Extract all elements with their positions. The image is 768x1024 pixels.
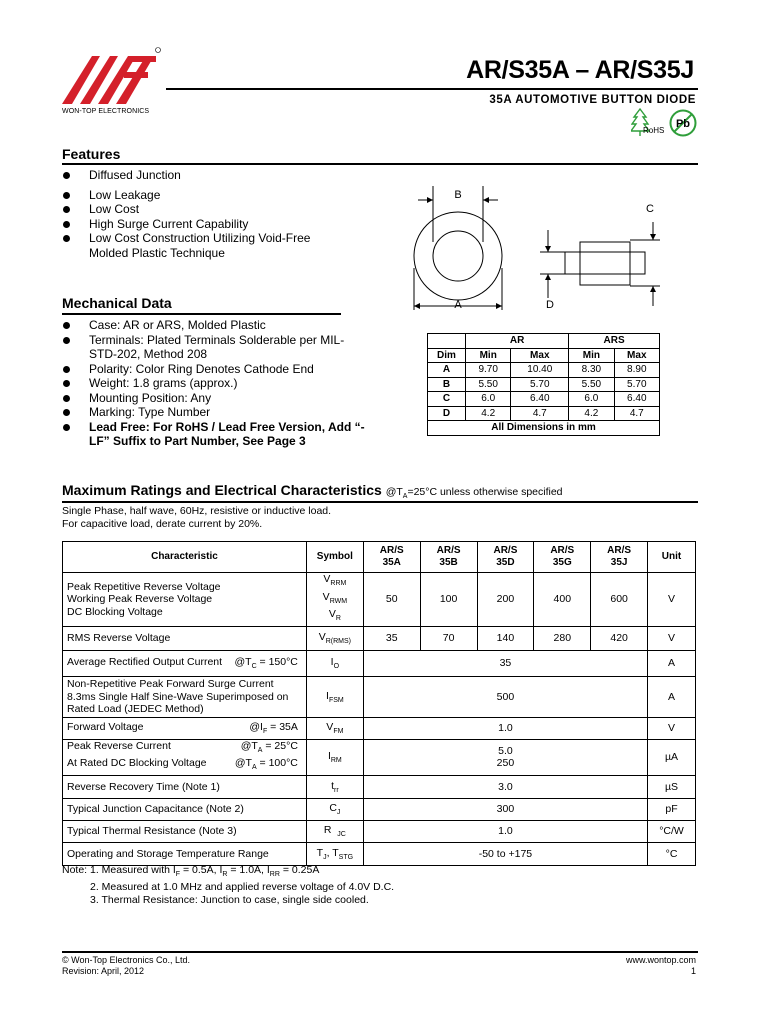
value-cell: 35 [363,626,420,650]
sym-main: V [328,608,336,621]
dim-cell: A [428,363,466,378]
dim-cell: 6.0 [466,392,511,407]
value-cell [363,739,647,775]
cond-sub: C [251,663,257,671]
sym-sub: JC [337,831,346,839]
table-row [428,392,660,407]
table-row [63,820,696,842]
note-1 [90,864,319,881]
characteristic-cell: RMS Reverse Voltage [63,626,307,650]
unit-cell: °C [648,842,696,865]
symbol-cell [306,626,363,650]
col-header-part [591,542,648,573]
ratings-title-text: Maximum Ratings and Electrical Characteristics [62,482,382,498]
cond-sub: A [251,764,257,772]
note-sub: F [175,871,181,879]
cond-text: @T [234,656,252,669]
cond-text: =25°C unless otherwise specified [407,486,563,498]
char-line: DC Blocking Voltage [67,605,163,618]
cond-sub: A [257,746,263,754]
dim-cell: 6.40 [614,392,659,407]
package-outline-diagram [400,182,690,310]
dim-cell: 4.7 [614,406,659,421]
table-row [428,377,660,392]
char-line: Average Rectified Output Current [67,656,223,669]
value-cell: 300 [363,798,647,820]
char-line: Working Peak Reverse Voltage [67,593,213,606]
part-prefix: AR/S [436,545,461,556]
sym-sub: rr [333,787,339,795]
list-item: Low Cost [62,202,362,217]
dim-col-header: Min [569,348,614,363]
value-cell: 280 [534,626,591,650]
features-list [62,168,362,260]
sym-sub: FM [333,728,344,736]
cond-text: = 35A [267,721,298,734]
characteristic-cell: Typical Junction Capacitance (Note 2) [63,798,307,820]
dim-group-ars: ARS [569,334,660,349]
sym-main: T [316,846,324,859]
unit-cell: A [648,650,696,676]
dim-label-b: B [454,189,462,201]
ratings-notes [62,505,331,531]
symbol-cell [306,739,363,775]
mechanical-rule [62,313,341,315]
sym-main: I [330,656,334,669]
ratings-table [62,541,696,866]
sym-main: V [322,590,330,603]
value-cell: 1.0 [363,717,647,739]
note-2: 2. Measured at 1.0 MHz and applied reverse voltage of 4.0V D.C. [90,881,395,894]
condition [235,757,302,775]
note-text: = 0.25A [279,864,320,876]
sym-sub: FSM [328,696,344,704]
table-row [428,406,660,421]
unit-cell: µA [648,739,696,775]
characteristic-cell [63,650,307,676]
value-cell: 100 [420,573,477,627]
value-cell: 400 [534,573,591,627]
value-cell: 500 [363,676,647,717]
characteristic-cell: Operating and Storage Temperature Range [63,842,307,865]
value-cell: 1.0 [363,820,647,842]
table-row [63,626,696,650]
sym-sub: R [335,615,341,623]
dim-col-header: Dim [428,348,466,363]
sym-main: , T [326,846,339,859]
sym-sub: RRM [330,580,347,588]
value-cell: 600 [591,573,648,627]
sym-sub: J [336,809,341,817]
ratings-title [62,482,563,500]
page-subtitle: 35A AUTOMOTIVE BUTTON DIODE [489,94,696,106]
value-line: 250 [496,757,515,770]
cond-text: = 100°C [256,757,298,770]
notes-label: Note: [62,864,88,876]
cond-text: = 150°C [256,656,298,669]
characteristic-cell [63,717,307,739]
cond-text: @T [234,757,252,770]
sym-sub: RWM [329,597,348,605]
sym-main: V [318,631,326,644]
value-cell: 420 [591,626,648,650]
title-rule [166,88,698,90]
table-row [63,739,696,775]
value-cell: 200 [477,573,534,627]
list-item: Low Leakage [62,188,362,203]
part-prefix: AR/S [550,545,575,556]
dim-col-header: Min [466,348,511,363]
value-cell: -50 to +175 [363,842,647,865]
dim-cell: 5.70 [614,377,659,392]
footer-website[interactable]: www.wontop.com [625,955,696,965]
sym-main: V [323,573,331,585]
note-text: 1. Measured with I [90,864,176,876]
table-row [63,676,696,717]
list-item: Diffused Junction [62,168,362,183]
footer-revision: Revision: April, 2012 [62,966,145,976]
ratings-note-2: For capacitive load, derate current by 20%. [62,518,263,530]
list-item: High Surge Current Capability [62,217,362,232]
col-header-unit: Unit [648,542,696,573]
value-cell: 50 [363,573,420,627]
unit-cell: V [648,717,696,739]
cond-text: @T [240,739,258,752]
symbol-cell [306,573,363,627]
sym-sub: J [323,854,327,862]
dim-cell: 6.0 [569,392,614,407]
cond-sub: A [402,493,408,501]
pb-text: Pb [675,118,691,130]
table-row [63,775,696,798]
cond-text: = 25°C [262,739,298,752]
footer-right [626,955,696,977]
char-line: Peak Reverse Current [67,739,171,752]
col-header-characteristic: Characteristic [63,542,307,573]
dim-cell: 4.7 [511,406,569,421]
dim-cell: 8.90 [614,363,659,378]
notes-block [62,864,394,907]
sym-sub: R(RMS) [325,638,352,646]
dim-cell: 5.50 [569,377,614,392]
col-header-part [477,542,534,573]
sym-main: I [326,689,329,702]
dim-cell: 5.70 [511,377,569,392]
footer-page-number: 1 [690,966,696,976]
table-header-row [63,542,696,573]
characteristic-cell [63,573,307,627]
char-line: At Rated DC Blocking Voltage [67,757,207,770]
sym-main: V [326,721,334,734]
symbol-cell [306,798,363,820]
sym-sub: O [333,663,340,671]
dim-cell: 4.2 [569,406,614,421]
table-row [63,573,696,627]
list-item: Mounting Position: Any [62,391,372,406]
value-line: 5.0 [498,745,513,758]
sym-main: C [329,802,337,815]
dim-cell: B [428,377,466,392]
features-rule [62,163,698,165]
char-line: Peak Repetitive Reverse Voltage [67,580,221,593]
ratings-condition [385,486,563,501]
symbol-cell [306,775,363,798]
rohs-label: RoHS [643,126,665,135]
symbol-cell [306,676,363,717]
list-item: Polarity: Color Ring Denotes Cathode End [62,362,372,377]
dim-label-a: A [454,299,462,310]
value-cell: 35 [363,650,647,676]
dim-cell: 8.30 [569,363,614,378]
dim-col-header: Max [511,348,569,363]
dim-cell: C [428,392,466,407]
footer-copyright: © Won-Top Electronics Co., Ltd. [62,955,191,965]
dim-col-header: Max [614,348,659,363]
dim-cell: 5.50 [466,377,511,392]
dim-header-blank [428,334,466,349]
cond-sub: F [262,728,268,736]
cond-text: @T [385,486,403,498]
part-suffix: 35D [496,557,515,568]
list-item: Marking: Type Number [62,405,372,420]
sym-main: I [327,750,331,763]
value-cell: 70 [420,626,477,650]
part-suffix: 35A [382,557,401,568]
part-suffix: 35B [439,557,458,568]
sym-sub: RM [330,757,342,765]
cond-text: @I [249,721,263,734]
dim-cell: D [428,406,466,421]
characteristic-cell [63,739,307,775]
characteristic-cell [63,676,307,717]
list-item: Weight: 1.8 grams (approx.) [62,376,372,391]
ratings-note-1: Single Phase, half wave, 60Hz, resistive or inductive load. [62,505,332,517]
value-cell: 140 [477,626,534,650]
part-prefix: AR/S [493,545,518,556]
part-prefix: AR/S [607,545,632,556]
list-item: Case: AR or ARS, Molded Plastic [62,318,372,333]
char-line: 8.3ms Single Half Sine-Wave Superimposed on [67,690,289,703]
value-cell: 3.0 [363,775,647,798]
footer-rule [62,951,698,953]
unit-cell: V [648,573,696,627]
characteristic-cell: Reverse Recovery Time (Note 1) [63,775,307,798]
unit-cell: °C/W [648,820,696,842]
mechanical-title: Mechanical Data [62,295,172,311]
mechanical-list [62,318,372,449]
unit-cell: V [648,626,696,650]
company-name: WON-TOP ELECTRONICS [62,108,150,115]
list-item: Low Cost Construction Utilizing Void-Free Molded Plastic Technique [62,231,332,260]
ratings-rule [62,501,698,503]
char-line: Non-Repetitive Peak Forward Surge Current [67,678,274,691]
lead-free-pb-icon [669,109,697,137]
dim-label-c: C [646,203,654,215]
lead-free-item: Lead Free: For RoHS / Lead Free Version, Add “-LF” Suffix to Part Number, See Page 3 [62,420,367,449]
col-header-part [363,542,420,573]
condition [234,656,301,670]
table-row [428,363,660,378]
note-text: = 1.0A, I [227,864,270,876]
features-title: Features [62,146,121,162]
characteristic-cell: Typical Thermal Resistance (Note 3) [63,820,307,842]
sym-main: R [323,824,332,837]
condition [249,721,302,735]
dim-group-ar: AR [466,334,569,349]
unit-cell: A [648,676,696,717]
dim-label-d: D [546,299,554,310]
page-title: AR/S35A – AR/S35J [466,56,694,84]
part-prefix: AR/S [379,545,404,556]
dim-cell: 9.70 [466,363,511,378]
won-top-logo [62,46,162,106]
dim-cell: 6.40 [511,392,569,407]
unit-cell: pF [648,798,696,820]
sym-sub: STG [338,854,354,862]
col-header-part [534,542,591,573]
col-header-part [420,542,477,573]
symbol-cell [306,842,363,865]
col-header-symbol: Symbol [306,542,363,573]
symbol-cell [306,650,363,676]
list-item: Terminals: Plated Terminals Solderable per MIL-STD-202, Method 208 [62,333,352,362]
dim-cell: 4.2 [466,406,511,421]
unit-cell: µS [648,775,696,798]
table-row [63,650,696,676]
symbol-cell [306,717,363,739]
table-row [63,842,696,865]
note-text: = 0.5A, I [180,864,223,876]
char-line: Forward Voltage [67,721,144,734]
dim-cell: 10.40 [511,363,569,378]
symbol-cell [306,820,363,842]
dim-table-footer: All Dimensions in mm [428,421,660,436]
part-suffix: 35G [552,557,572,568]
part-suffix: 35J [610,557,628,568]
char-line: Rated Load (JEDEC Method) [67,703,204,716]
note-sub: RR [269,871,280,879]
sym-main: t [331,779,334,792]
condition [241,740,302,758]
table-row [63,717,696,739]
note-sub: R [222,871,228,879]
note-3: 3. Thermal Resistance: Junction to case, single side cooled. [90,894,369,907]
footer-left [62,955,190,977]
dimension-table [427,333,660,436]
table-row [63,798,696,820]
